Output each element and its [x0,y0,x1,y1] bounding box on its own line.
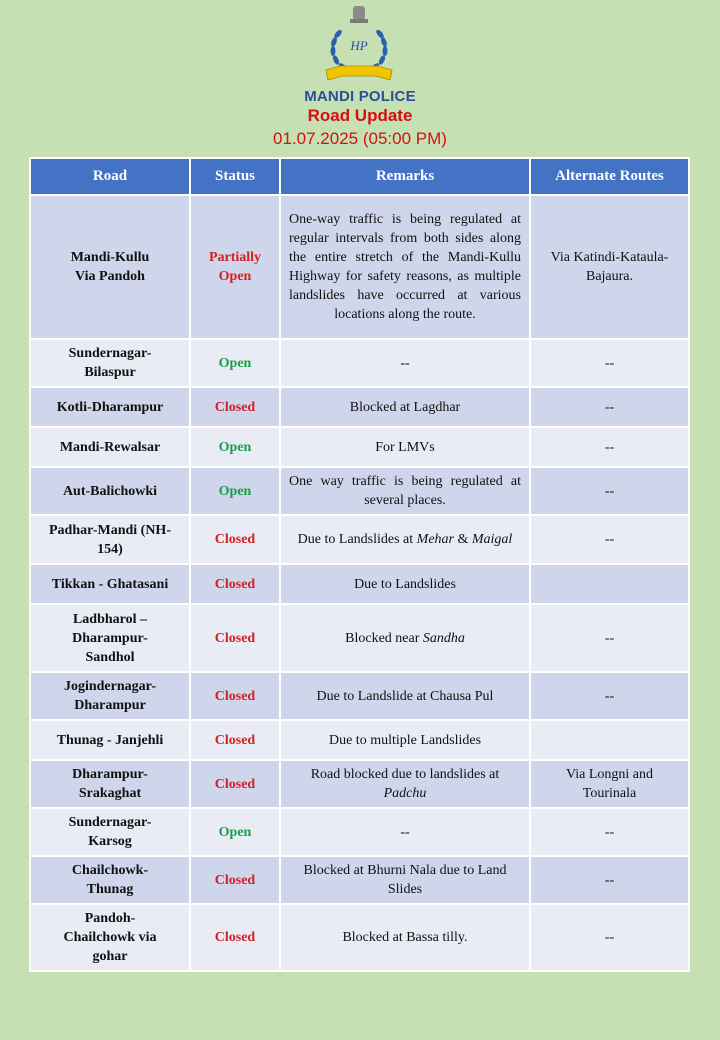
remarks-cell [280,720,530,760]
status-label: Closed [214,930,256,945]
remarks-cell [280,760,530,808]
remarks-cell [280,195,530,339]
road-name-cell [30,564,190,604]
remarks-text: One way traffic is being regulated at several places. [289,474,521,508]
remarks-text: Due to Landslides at [297,532,417,547]
status-label: Closed [214,399,256,415]
status-label: Open [218,355,252,371]
table-row [30,604,689,672]
road-name-cell [30,720,190,760]
alternate-route-cell [530,856,689,904]
status-cell [190,427,280,467]
status-cell [190,760,280,808]
table-row [30,720,689,760]
remarks-cell [280,467,530,515]
column-header-alternate-routes: Alternate Routes [530,158,689,195]
remarks-text: Road blocked due to landslides at [310,767,500,782]
status-cell [190,387,280,427]
road-name-line: Kotli-Dharampur [56,399,164,415]
status-cell [190,515,280,564]
road-name-line: Mandi-Kullu [70,250,150,265]
table-header-row [30,158,689,195]
page-title: Road Update [307,106,413,125]
table-row [30,467,689,515]
table-row [30,195,689,339]
road-name-line: Ladbharol – [72,611,148,627]
status-cell [190,604,280,672]
road-name-cell [30,604,190,672]
alternate-route-cell [530,515,689,564]
remarks-cell [280,515,530,564]
table-row [30,808,689,856]
road-name-line: Sundernagar- [68,815,152,830]
update-timestamp: 01.07.2025 (05:00 PM) [273,129,447,148]
status-label: Open [218,483,252,499]
road-name-cell [30,387,190,427]
remarks-text: One-way traffic is being regulated at regular intervals from both sides along the entire stretch of the Mandi-Kullu Highway for safety reasons, as multiple landslides have occurred at various locations along the route. [289,212,521,322]
table-row [30,904,689,971]
remarks-text: Padchu [383,786,427,801]
remarks-cell [280,672,530,720]
alternate-route-text: -- [604,483,615,499]
status-label: Open [218,439,252,455]
status-label: Closed [214,688,256,704]
alternate-route-cell [530,808,689,856]
remarks-cell [280,387,530,427]
table-row [30,672,689,720]
road-name-line: Mandi-Rewalsar [59,439,161,455]
road-status-table [29,157,690,972]
remarks-cell [280,339,530,387]
table-body [30,195,689,971]
road-name-cell [30,339,190,387]
remarks-cell [280,808,530,856]
remarks-text: Blocked at Bassa tilly. [342,930,468,945]
remarks-text: Blocked at Bhurni Nala due to Land Slides [303,863,507,897]
column-header-road: Road [30,158,190,195]
status-label: Closed [214,732,256,748]
table-row [30,760,689,808]
road-name-cell [30,904,190,971]
remarks-text: Blocked at Lagdhar [349,399,461,415]
remarks-cell [280,427,530,467]
status-cell [190,904,280,971]
alternate-route-cell [530,720,689,760]
road-name-cell [30,467,190,515]
alternate-route-text: -- [604,824,615,840]
alternate-route-cell [530,564,689,604]
remarks-cell [280,564,530,604]
road-name-line: 154) [97,541,123,557]
remarks-text: -- [400,824,410,840]
status-label: Closed [214,776,256,792]
remarks-cell [280,904,530,971]
alternate-route-cell [530,604,689,672]
alternate-route-cell [530,387,689,427]
status-cell [190,339,280,387]
remarks-cell [280,856,530,904]
road-name-cell [30,760,190,808]
remarks-text: Blocked near [345,630,423,646]
status-cell [190,720,280,760]
column-header-status: Status [190,158,280,195]
alternate-route-cell [530,760,689,808]
remarks-text: -- [400,355,410,371]
remarks-text: Due to Landslides [354,576,456,592]
alternate-route-cell [530,467,689,515]
alternate-route-text: -- [604,688,615,704]
status-cell [190,672,280,720]
remarks-text: Due to Landslide at Chausa Pul [316,688,494,704]
road-name-line: Srakaghat [78,786,142,801]
status-cell [190,467,280,515]
status-cell [190,564,280,604]
road-name-line: Via Pandoh [75,269,145,284]
status-cell [190,195,280,339]
road-name-line: Padhar-Mandi (NH- [49,522,171,538]
table-row [30,387,689,427]
status-cell [190,808,280,856]
remarks-text: & [453,532,472,547]
status-label: Closed [214,872,256,888]
alternate-route-text: Via Katindi-Kataula-Bajaura. [550,250,669,284]
alternate-route-text: -- [604,930,615,945]
remarks-cell [280,604,530,672]
road-name-cell [30,515,190,564]
page-header [0,0,720,158]
road-name-line: Jogindernagar- [63,679,157,694]
road-name-line: Dharampur [74,698,146,713]
table-row [30,427,689,467]
status-label: Open [218,824,252,840]
alternate-route-text: -- [604,399,615,415]
alternate-route-cell [530,904,689,971]
road-name-line: Sandhol [85,649,135,665]
alternate-route-cell [530,195,689,339]
road-name-line: Dharampur- [72,630,148,646]
road-name-line: gohar [92,949,128,964]
status-cell [190,856,280,904]
alternate-route-cell [530,427,689,467]
status-label: Open [218,269,252,284]
alternate-route-cell [530,672,689,720]
remarks-text: Sandha [422,630,465,646]
alternate-route-text: -- [604,532,615,547]
road-name-cell [30,427,190,467]
table-row [30,564,689,604]
road-name-cell [30,672,190,720]
road-name-line: Karsog [88,834,132,849]
road-name-line: Thunag [86,882,134,897]
road-name-line: Aut-Balichowki [62,483,158,499]
road-name-cell [30,195,190,339]
road-name-cell [30,856,190,904]
remarks-text: For LMVs [375,439,435,455]
road-name-line: Thunag - Janjehli [56,732,164,748]
road-name-line: Chailchowk via [63,930,157,945]
table-row [30,515,689,564]
organization-name: MANDI POLICE [304,88,416,105]
emblem-monogram: HP [350,38,368,53]
table-row [30,856,689,904]
status-label: Closed [214,630,256,646]
remarks-text: Due to multiple Landslides [328,732,482,748]
alternate-route-text: -- [604,630,615,646]
status-label: Closed [214,576,256,592]
status-label: Closed [214,532,256,547]
road-name-line: Chailchowk- [71,863,149,878]
alternate-route-text: -- [604,872,615,888]
table-row [30,339,689,387]
alternate-route-text: -- [604,355,615,371]
road-name-line: Dharampur- [72,767,148,782]
column-header-remarks: Remarks [280,158,530,195]
alternate-route-cell [530,339,689,387]
road-name-line: Tikkan - Ghatasani [51,576,169,592]
alternate-route-text: -- [604,439,615,455]
remarks-text: Maigal [471,532,513,547]
road-name-line: Sundernagar- [68,346,152,361]
road-name-cell [30,808,190,856]
remarks-text: Mehar [416,532,454,547]
road-name-line: Pandoh- [84,911,136,926]
road-name-line: Bilaspur [84,365,136,380]
alternate-route-text: Via Longni and Tourinala [565,767,654,801]
status-label: Partially [208,250,262,265]
